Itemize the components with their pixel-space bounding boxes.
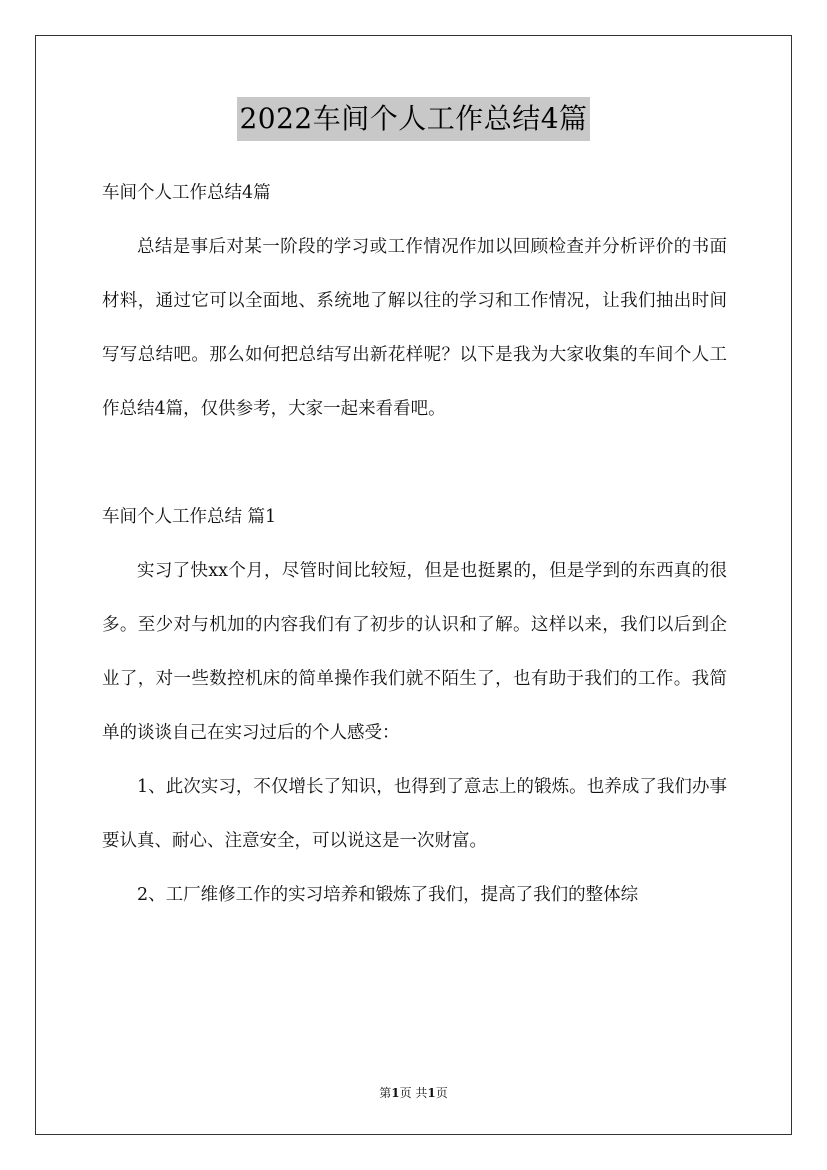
intro-heading: 车间个人工作总结4篇 <box>102 183 271 203</box>
intro-paragraph: 总结是事后对某一阶段的学习或工作情况作加以回顾检查并分析评价的书面材料，通过它可以全面地、系统地了解以往的学习和工作情况，让我们抽出时间写写总结吧。那么如何把总结写出新花样呢？以下是我为大家收集的车间个人工作总结4篇，仅供参考，大家一起来看看吧。 <box>102 237 727 419</box>
document-body <box>102 166 727 922</box>
document-title: 2022车间个人工作总结4篇 <box>237 97 589 141</box>
section1-paragraph-3: 2、工厂维修工作的实习培养和锻炼了我们，提高了我们的整体综 <box>137 885 639 905</box>
page-current: 1 <box>391 1086 400 1100</box>
page-prefix: 第 <box>379 1086 392 1100</box>
page-mid: 页 共 <box>399 1086 428 1100</box>
title-container <box>0 97 827 141</box>
page-suffix: 页 <box>435 1086 448 1100</box>
page-total: 1 <box>427 1086 436 1100</box>
section1-paragraph-2: 1、此次实习，不仅增长了知识，也得到了意志上的锻炼。也养成了我们办事要认真、耐心、注意安全，可以说这是一次财富。 <box>102 777 727 851</box>
page-footer <box>0 1084 827 1101</box>
paragraph-gap <box>102 436 727 490</box>
section1-heading: 车间个人工作总结 篇1 <box>102 507 277 527</box>
section1-paragraph-1: 实习了快xx个月，尽管时间比较短，但是也挺累的，但是学到的东西真的很多。至少对与机加的内容我们有了初步的认识和了解。这样以来，我们以后到企业了，对一些数控机床的简单操作我们就不陌生了，也有助于我们的工作。我简单的谈谈自己在实习过后的个人感受： <box>102 561 727 743</box>
